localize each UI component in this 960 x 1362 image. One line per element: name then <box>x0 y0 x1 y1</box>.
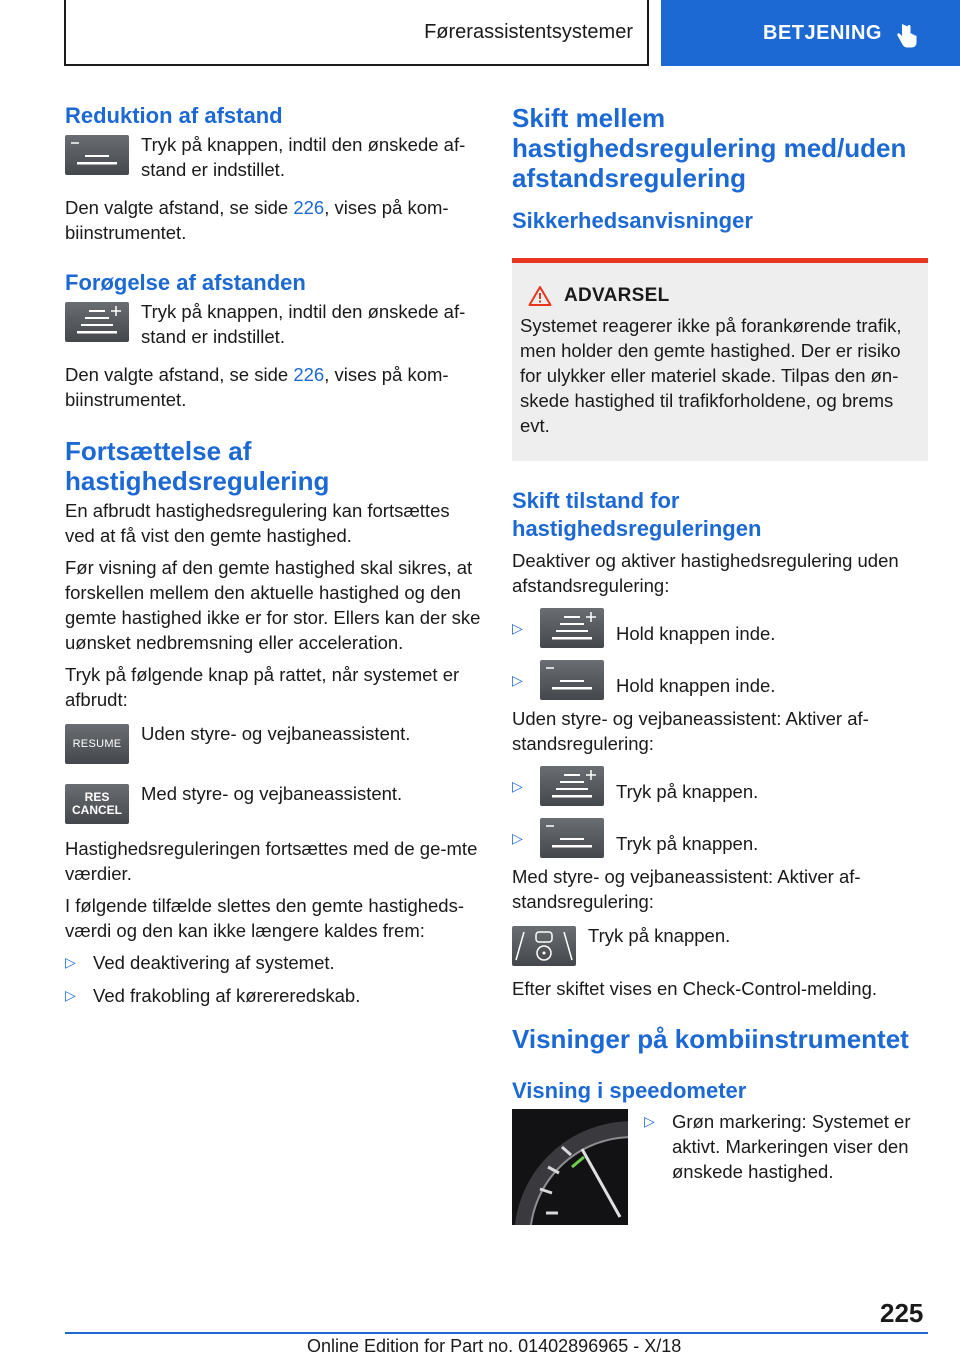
list-item <box>65 950 481 975</box>
heading-increase: Forøgelse af afstanden <box>65 270 306 295</box>
heading-continue-line1: Fortsættelse af <box>65 436 252 466</box>
heading-switch-line1: Skift mellem <box>512 103 666 133</box>
hold-row-1 <box>512 608 928 648</box>
warning-title: ADVARSEL <box>564 285 670 306</box>
footer-divider <box>65 1332 928 1334</box>
res-label: RES <box>84 790 110 804</box>
triangle-bullet-icon: ▷ <box>65 954 76 970</box>
continue-p4: Hastighedsreguleringen fortsættes med de ge-mte værdier. <box>65 838 478 884</box>
heading-display: Visninger på kombiinstrumentet <box>512 1024 909 1054</box>
heading-state-line2: hastighedsreguleringen <box>512 516 762 541</box>
right-column <box>512 100 928 235</box>
press-text-2: Tryk på knappen. <box>616 832 759 854</box>
list-item <box>644 1109 928 1184</box>
triangle-bullet-icon: ▷ <box>512 829 523 846</box>
distance-increase-icon <box>540 608 604 648</box>
hand-pointer-icon <box>896 22 920 50</box>
page-link-226[interactable]: 226 <box>293 197 325 218</box>
press-row-2 <box>512 818 928 858</box>
heading-switch-line3: afstandsregulering <box>512 163 747 193</box>
heading-continue <box>65 436 481 496</box>
distance-decrease-icon <box>65 135 129 175</box>
page-link-226-b[interactable]: 226 <box>293 364 325 385</box>
warning-box <box>512 258 928 461</box>
increase-row <box>65 302 481 349</box>
heading-state-line1: Skift tilstand for <box>512 488 680 513</box>
distance-decrease-icon <box>540 660 604 700</box>
triangle-bullet-icon: ▷ <box>512 777 523 794</box>
speedometer-image <box>512 1109 628 1225</box>
heading-reduction: Reduktion af afstand <box>65 103 283 128</box>
increase-note-pre: Den valgte afstand, se side <box>65 364 294 385</box>
list-item <box>65 983 481 1008</box>
continue-p5: I følgende tilfælde slettes den gemte hastigheds-værdi og den kan ikke længere kaldes frem: <box>65 895 465 941</box>
press-text-1: Tryk på knappen. <box>616 780 759 802</box>
increase-note-post: , vises på kom-biinstrumentet. <box>65 364 449 410</box>
triangle-bullet-icon: ▷ <box>512 671 523 688</box>
resume-label: RESUME <box>72 738 122 750</box>
hold-row-2 <box>512 660 928 700</box>
bullet-text: Ved frakobling af kørereredskab. <box>93 985 361 1006</box>
distance-decrease-icon <box>540 818 604 858</box>
distance-increase-icon <box>65 302 129 342</box>
res-text: Med styre- og vejbaneassistent. <box>141 783 403 804</box>
resume-row <box>65 724 481 764</box>
cancel-label: CANCEL <box>72 803 122 817</box>
resume-button-icon <box>65 724 129 764</box>
page-number: 225 <box>880 1298 924 1328</box>
distance-increase-icon <box>540 766 604 806</box>
warning-triangle-icon <box>528 285 552 307</box>
header-section-title: Førerassistentsystemer <box>424 20 633 43</box>
press-row-1 <box>512 766 928 806</box>
right-column-lower <box>512 487 928 1225</box>
res-cancel-row <box>65 784 481 824</box>
increase-text: Tryk på knappen, indtil den ønskede af-stand er indstillet. <box>141 301 466 347</box>
reduction-note-post: , vises på kom-biinstrumentet. <box>65 197 449 243</box>
reduction-note-pre: Den valgte afstand, se side <box>65 197 294 218</box>
heading-state <box>512 487 928 543</box>
warning-title-row <box>528 285 920 307</box>
res-cancel-button-icon <box>65 784 129 824</box>
increase-note <box>65 362 481 412</box>
heading-switch <box>512 103 928 193</box>
heading-speedo: Visning i speedometer <box>512 1078 747 1103</box>
warning-text: Systemet reagerer ikke på forankørende trafik, men holder den gemte hastighed. Der er risiko for ulykker eller materiel skade. Tilpas den øn-skede hastighed til trafikforholdene, og brems evt. <box>520 315 902 436</box>
header-chapter <box>661 0 960 66</box>
continue-p1: En afbrudt hastighedsregulering kan fortsættes ved at få vist den gemte hastighed. <box>65 500 450 546</box>
reduction-row <box>65 135 481 182</box>
reduction-note <box>65 195 481 245</box>
hold-text-2: Hold knappen inde. <box>616 674 776 696</box>
heading-continue-line2: hastighedsregulering <box>65 466 330 496</box>
press-text-3: Tryk på knappen. <box>588 925 731 946</box>
continue-p2: Før visning af den gemte hastighed skal sikres, at forskellen mellem den aktuelle hastighed og den gemte hastighed ikke er for stor. Ellers kan der ske uønsket nedbremsning eller acceleration. <box>65 557 481 653</box>
state-p1: Deaktiver og aktiver hastighedsregulering uden afstandsregulering: <box>512 550 899 596</box>
bullet-text: Ved deaktivering af systemet. <box>93 952 335 973</box>
state-p3: Med styre- og vejbaneassistent: Aktiver af-standsregulering: <box>512 866 861 912</box>
hold-text-1: Hold knappen inde. <box>616 622 776 644</box>
header-section <box>64 0 649 66</box>
triangle-bullet-icon: ▷ <box>512 619 523 636</box>
reduction-text: Tryk på knappen, indtil den ønskede af-stand er indstillet. <box>141 134 466 180</box>
bullet-text: Grøn markering: Systemet er aktivt. Markeringen viser den ønskede hastighed. <box>672 1111 911 1182</box>
triangle-bullet-icon: ▷ <box>644 1113 655 1129</box>
triangle-bullet-icon: ▷ <box>65 987 76 1003</box>
speedo-row <box>512 1109 928 1225</box>
heading-switch-line2: hastighedsregulering med/uden <box>512 133 907 163</box>
resume-text: Uden styre- og vejbaneassistent. <box>141 723 411 744</box>
state-p4: Efter skiftet vises en Check-Control-melding. <box>512 978 877 999</box>
left-column <box>65 100 481 1008</box>
footer-edition: Online Edition for Part no. 01402896965 - X/18 <box>307 1336 682 1356</box>
continue-p3: Tryk på følgende knap på rattet, når systemet er afbrudt: <box>65 664 460 710</box>
heading-safety: Sikkerhedsanvisninger <box>512 208 753 233</box>
steering-assist-icon <box>512 926 576 966</box>
press-row-3 <box>512 926 928 966</box>
state-p2: Uden styre- og vejbaneassistent: Aktiver af-standsregulering: <box>512 708 869 754</box>
header-chapter-title: BETJENING <box>763 21 882 44</box>
speedo-bullet <box>628 1109 928 1225</box>
